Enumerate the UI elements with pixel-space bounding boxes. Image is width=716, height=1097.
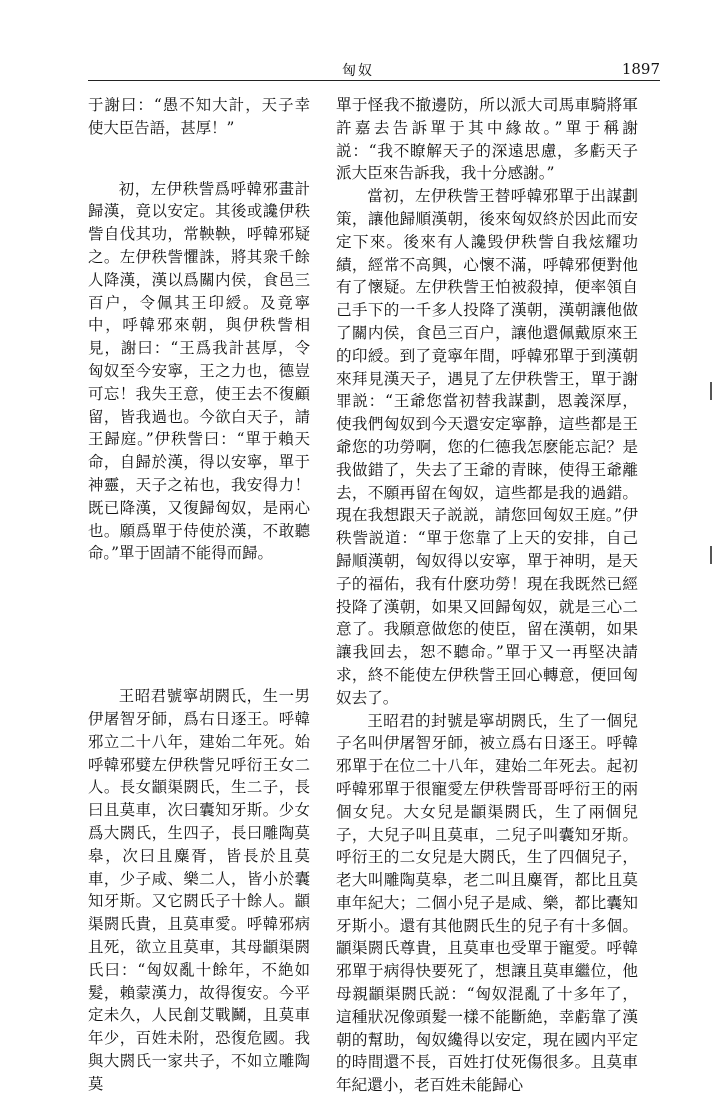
translation-paragraph: 當初，左伊秩訾王替呼韓邪單于出謀劃策，讓他歸順漢朝，後來匈奴終於因此而安定下來。後來有人讒毁伊秩訾自我炫耀功績，經常不高興，心懷不滿，呼韓邪便對他有了懷疑。左伊秩訾王怕被殺掉，便率領自己手下的一千多人投降了漢朝，漢朝讓他做了關内侯，食邑三百户，讓他還佩戴原來王的印綬。到了竟寧年間，呼韓邪單于到漢朝來拜見漢天子，遇見了左伊秩訾王，單于謝罪説：“王爺您當初替我謀劃，恩義深厚，使我們匈奴到今天還安定寧静，這些都是王爺您的功勞啊，您的仁德我怎麽能忘記？是我做錯了，失去了王爺的青睞，使得王爺離去，不願再留在匈奴，這些都是我的過錯。現在我想跟天子説説，請您回匈奴王庭。”伊秩訾説道：“單于您靠了上天的安排，自己歸順漢朝，匈奴得以安寧，單于神明，是天子的福佑，我有什麽功勞！現在我既然已經投降了漢朝，如果又回歸匈奴，就是三心二意了。我願意做您的使臣，留在漢朝，如果讓我回去，恕不聽命。”單于又一再堅决請求，終不能使左伊秩訾王回心轉意，便回匈奴去了。 (336, 187, 638, 707)
translation-paragraph: 王昭君的封號是寧胡閼氏，生了一個兒子名叫伊屠智牙師，被立爲右日逐王。呼韓邪單于在位二十八年，建始二年死去。起初呼韓邪單于很寵愛左伊秩訾哥哥呼衍王的兩個女兒。大女兒是顓渠閼氏，生了兩個兒子，大兒子叫且莫車，二兒子叫囊知牙斯。呼衍王的二女兒是大閼氏，生了四個兒子，老大叫雕陶莫皋，老二叫且麋胥，都比且莫車年紀大；二個小兒子是咸、樂，都比囊知牙斯小。還有其他閼氏生的兒子有十多個。顓渠閼氏尊貴，且莫車也受單于寵愛。呼韓邪單于病得快要死了，想讓且莫車繼位，他母親顓渠閼氏説：“匈奴混亂了十多年了，這種狀况像頭髮一樣不能斷絶，幸虧靠了漢朝的幫助，匈奴纔得以安定，現在國内平定的時間還不長，百姓打仗死傷很多。且莫車年紀還小，老百姓未能歸心 (336, 711, 638, 1095)
classical-text-column (88, 94, 310, 1095)
header-rule (88, 80, 660, 81)
page-number: 1897 (621, 60, 660, 78)
translation-text-column (336, 94, 638, 1097)
classical-paragraph: 初，左伊秩訾爲呼韓邪畫計歸漢，竟以安定。其後或讒伊秩訾自伐其功，常鞅鞅，呼韓邪疑之。左伊秩訾懼誅，將其衆千餘人降漢，漢以爲關内侯，食邑三百户，令佩其王印綬。及竟寧中，呼韓邪來朝，與伊秩訾相見，謝曰：“王爲我計甚厚，令匈奴至今安寧，王之力也，德豈可忘！我失王意，使王去不復顧留，皆我過也。今欲白天子，請王歸庭。”伊秩訾曰：“單于賴天命，自歸於漢，得以安寧，單于神靈，天子之祐也，我安得力！既已降漢，又復歸匈奴，是兩心也。願爲單于侍使於漢，不敢聽命。”單于固請不能得而歸。 (88, 179, 310, 563)
running-header (0, 56, 716, 80)
classical-paragraph: 于謝曰：“愚不知大計，天子幸使大臣告語，甚厚！” (88, 96, 310, 137)
paragraph-spacer (88, 565, 310, 685)
classical-paragraph: 王昭君號寧胡閼氏，生一男伊屠智牙師，爲右日逐王。呼韓邪立二十八年，建始二年死。始呼韓邪嬖左伊秩訾兄呼衍王女二人。長女顓渠閼氏，生二子，長曰且莫車，次曰囊知牙斯。少女爲大閼氏，生四子，長曰雕陶莫皋，次曰且麋胥，皆長於且莫車，少子咸、樂二人，皆小於囊知牙斯。又它閼氏子十餘人。顓渠閼氏貴，且莫車愛。呼韓邪病且死，欲立且莫車，其母顓渠閼氏曰：“匈奴亂十餘年，不絶如髮，賴蒙漢力，故得復安。今平定未久，人民創艾戰鬭，且莫車年少，百姓未附，恐復危國。我與大閼氏一家共子，不如立雕陶莫 (88, 687, 310, 1093)
translation-paragraph: 單于怪我不撤邊防，所以派大司馬車騎將軍許嘉去告訴單于其中緣故。”單于稱謝説：“我不瞭解天子的深遠思慮，多虧天子派大臣來告訴我，我十分感謝。” (336, 96, 638, 183)
scan-edge-mark (710, 546, 712, 564)
scan-edge-mark (710, 382, 712, 400)
paragraph-spacer (88, 140, 310, 178)
chapter-title: 匈奴 (342, 63, 374, 79)
